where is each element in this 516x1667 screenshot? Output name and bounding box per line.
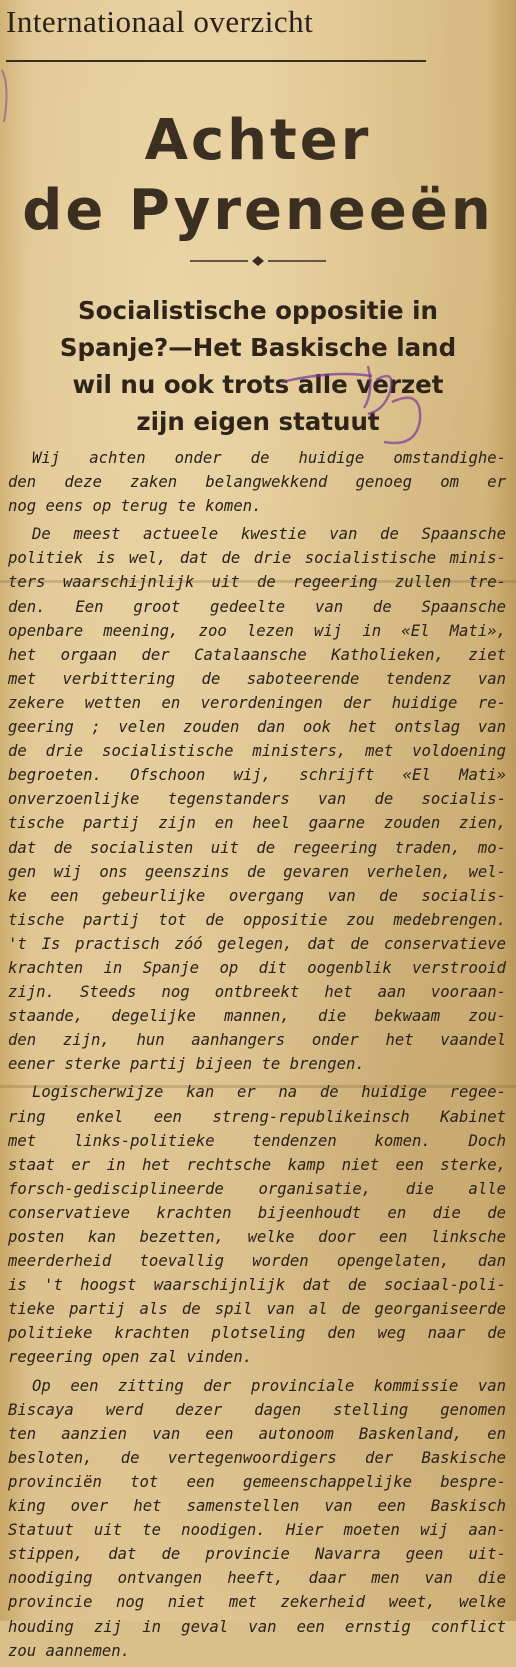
article-line: meerderheid toevallig worden opengelaten, dan: [8, 1252, 506, 1271]
article-line: politiek is wel, dat de drie socialistische minis-: [8, 549, 506, 568]
article-line: zekere wetten en verordeningen der huidige re-: [8, 693, 506, 712]
headline-line-2: de Pyreneeën: [22, 178, 494, 243]
article-line: king over het samenstellen van een Baskisch: [8, 1497, 506, 1516]
article-line: nog eens op terug te komen.: [8, 497, 262, 516]
article-line: openbare meening, zoo lezen wij in «El Mati»,: [8, 621, 506, 640]
article-line: is 't hoogst waarschijnlijk dat de sociaal-poli-: [8, 1276, 506, 1295]
article-line: zijn. Steeds nog ontbreekt het aan vooraan-: [8, 983, 506, 1002]
article-line: politieke krachten plotseling den weg naar de: [8, 1324, 506, 1343]
article-line: ring enkel een streng-republikeinsch Kabinet: [8, 1107, 506, 1126]
article-line: dat de socialisten uit de regeering traden, mo-: [8, 838, 506, 857]
article-line: gen wij ons geenszins de gevaren verhelen, wel-: [8, 862, 506, 881]
subhead-line: Spanje?—Het Baskische land: [59, 333, 457, 362]
article-line: 't Is practisch zóó gelegen, dat de conservatieve: [8, 934, 506, 953]
article-line: ke een gebeurlijke overgang van de socialis-: [8, 886, 506, 905]
masthead-rule: [6, 60, 426, 62]
article-line: Biscaya werd dezer dagen stelling genomen: [8, 1400, 506, 1419]
article-line: Op een zitting der provinciale kommissie van: [32, 1376, 506, 1395]
article-line: conservatieve krachten bijeenhoudt en die de: [8, 1203, 506, 1222]
article-line: noodiging ontvangen heeft, daar men van die: [8, 1569, 506, 1588]
article-line: Logischerwijze kan er na de huidige regee-: [32, 1083, 506, 1102]
article-line: stippen, dat de provincie Navarra geen uit-: [8, 1545, 506, 1564]
article-line: staat er in het rechtsche kamp niet een sterke,: [8, 1155, 506, 1174]
article-paragraph: [8, 522, 506, 1076]
article-line: posten kan bezetten, welke door een linksche: [8, 1228, 506, 1246]
article-line: het orgaan der Catalaansche Katholieken, ziet: [8, 645, 506, 664]
article-line: tieke partij als de spil van al de georganiseerde: [8, 1300, 506, 1319]
ornament-divider: [190, 254, 326, 268]
article-line: begroeten. Ofschoon wij, schrijft «El Mati»: [8, 766, 506, 785]
subhead-line: wil nu ook trots alle verzet: [72, 370, 444, 399]
article-line: Statuut uit te noodigen. Hier moeten wij aan-: [8, 1521, 506, 1540]
article-paragraph: [8, 446, 506, 518]
article-line: met verbittering de saboteerende tendenz van: [8, 669, 506, 688]
headline-line-1: Achter: [144, 108, 372, 173]
article-line: houding zij in geval van een ernstig conflict: [8, 1617, 506, 1636]
article-line: ten aanzien van een autonoom Baskenland, en: [8, 1424, 506, 1443]
article-body: [8, 446, 506, 1667]
article-line: regeering open zal vinden.: [8, 1348, 253, 1367]
article-line: besloten, de vertegenwoordigers der Baskische: [8, 1448, 506, 1467]
article-line: onverzoenlijke tegenstanders van de socialis-: [8, 790, 506, 809]
article-paragraph: [8, 1080, 506, 1369]
article-line: zou aannemen.: [8, 1641, 131, 1660]
article-line: eener sterke partij bijeen te brengen.: [8, 1055, 365, 1074]
article-paragraph: [8, 1374, 506, 1663]
article-line: Wij achten onder de huidige omstandighe-: [32, 449, 506, 467]
article-line: tische partij zijn en heel gaarne zouden zien,: [8, 814, 506, 833]
article-line: ters waarschijnlijk uit de regeering zullen tre-: [8, 573, 506, 592]
article-line: provinciën tot een gemeenschappelijke bespre-: [8, 1472, 506, 1491]
article-line: den deze zaken belangwekkend genoeg om er: [8, 473, 506, 492]
section-masthead: Internationaal overzicht: [6, 4, 314, 39]
subhead-line: Socialistische oppositie in: [78, 296, 438, 325]
subhead-line: zijn eigen statuut: [136, 407, 380, 436]
article-line: den zijn, hun aanhangers onder het vaandel: [8, 1031, 506, 1050]
article-line: met links-politieke tendenzen komen. Doch: [8, 1131, 506, 1150]
article-line: staande, degelijke mannen, die bekwaam zou-: [8, 1007, 506, 1026]
article-line: tische partij tot de oppositie zou medebrengen.: [8, 910, 506, 929]
article-line: forsch-gedisciplineerde organisatie, die alle: [8, 1179, 506, 1198]
article-line: geering ; velen zouden dan ook het ontslag van: [8, 718, 506, 737]
article-line: provincie nog niet met zekerheid weet, welke: [8, 1593, 506, 1612]
article-line: den. Een groot gedeelte van de Spaansche: [8, 597, 506, 616]
article-line: De meest actueele kwestie van de Spaansche: [32, 525, 506, 544]
article-line: krachten in Spanje op dit oogenblik verstrooid: [8, 958, 506, 977]
article-line: de drie socialistische ministers, met voldoening: [8, 742, 506, 761]
